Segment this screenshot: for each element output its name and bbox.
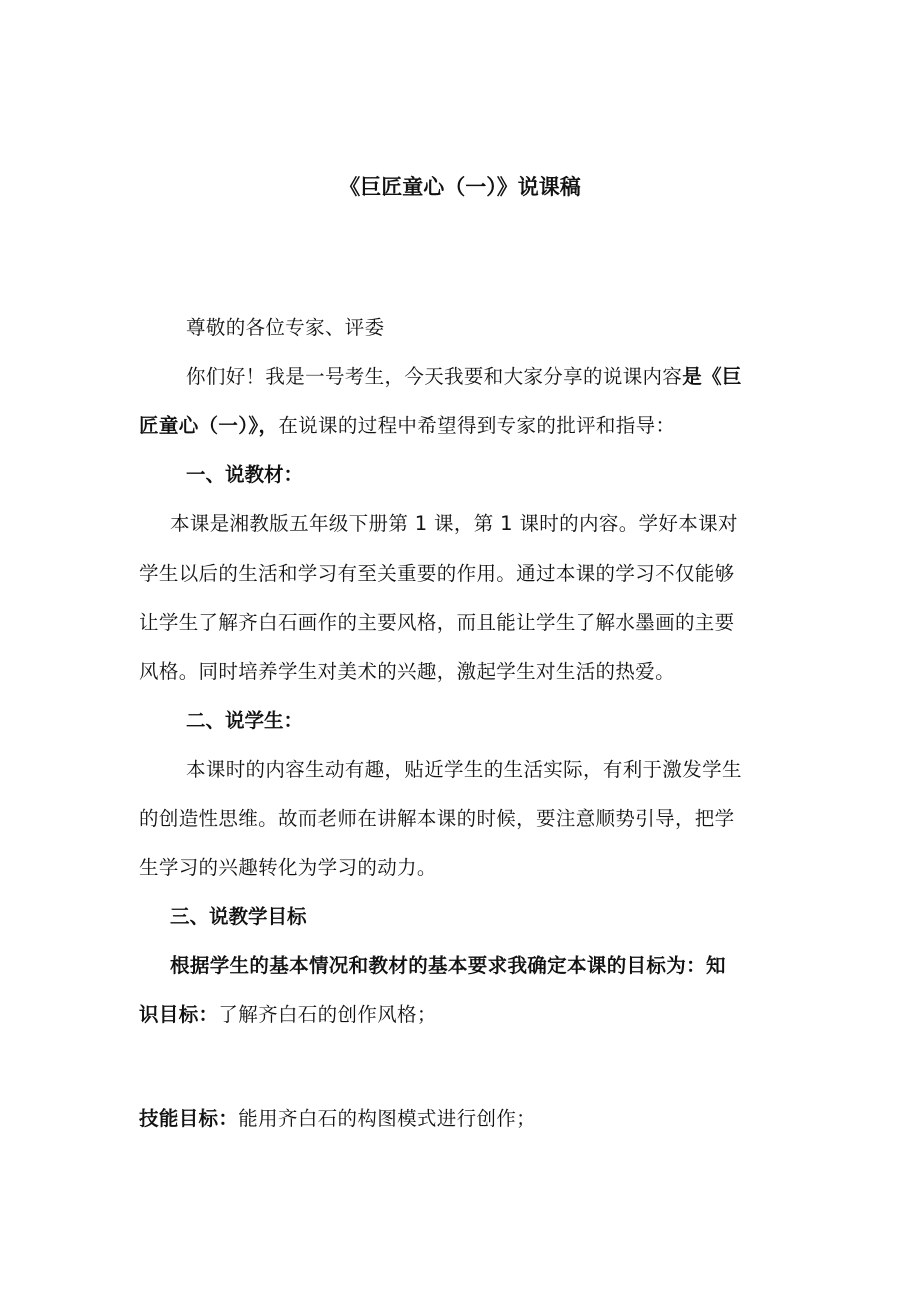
greeting-course-name-start: 是《巨 [682, 365, 742, 388]
skill-objective-label: 技能目标： [139, 1107, 239, 1130]
greeting-course-name-end: 匠童心（一）》， [139, 414, 279, 437]
materials-line-3: 让学生了解齐白石画作的主要风格，而且能让学生了解水墨画的主要 [139, 611, 735, 634]
salutation: 尊敬的各位专家、评委 [186, 316, 385, 339]
page-title: 《巨匠童心（一）》说课稿 [339, 175, 581, 199]
knowledge-objective-label: 识目标： [139, 1003, 219, 1026]
section-heading-students: 二、说学生： [186, 709, 304, 732]
materials-line-4: 风格。同时培养学生对美术的兴趣，激起学生对生活的热爱。 [139, 660, 675, 683]
greeting-text: 你们好！我是一号考生，今天我要和大家分享的说课内容 [186, 365, 683, 388]
skill-objective [139, 1105, 536, 1133]
knowledge-objective-text: 了解齐白石的创作风格； [218, 1003, 437, 1026]
objectives-intro-line-1: 根据学生的基本情况和教材的基本要求我确定本课的目标为：知 [170, 954, 726, 977]
greeting-line-1 [186, 363, 742, 391]
materials-line-2: 学生以后的生活和学习有至关重要的作用。通过本课的学习不仅能够 [139, 562, 735, 585]
students-line-2: 的创造性思维。故而老师在讲解本课的时候，要注意顺势引导，把学 [139, 807, 735, 830]
section-heading-objectives: 三、说教学目标 [170, 905, 307, 928]
students-line-1: 本课时的内容生动有趣，贴近学生的生活实际，有利于激发学生 [186, 758, 742, 781]
skill-objective-text: 能用齐白石的构图模式进行创作； [238, 1107, 537, 1130]
section-heading-materials: 一、说教材： [186, 463, 304, 486]
greeting-text-end: 在说课的过程中希望得到专家的批评和指导： [278, 414, 676, 437]
students-line-3: 生学习的兴趣转化为学习的动力。 [139, 856, 437, 879]
objectives-intro-line-2 [139, 1001, 437, 1029]
greeting-line-2 [139, 412, 675, 440]
materials-line-1: 本课是湘教版五年级下册第 1 课，第 1 课时的内容。学好本课对 [170, 512, 738, 535]
